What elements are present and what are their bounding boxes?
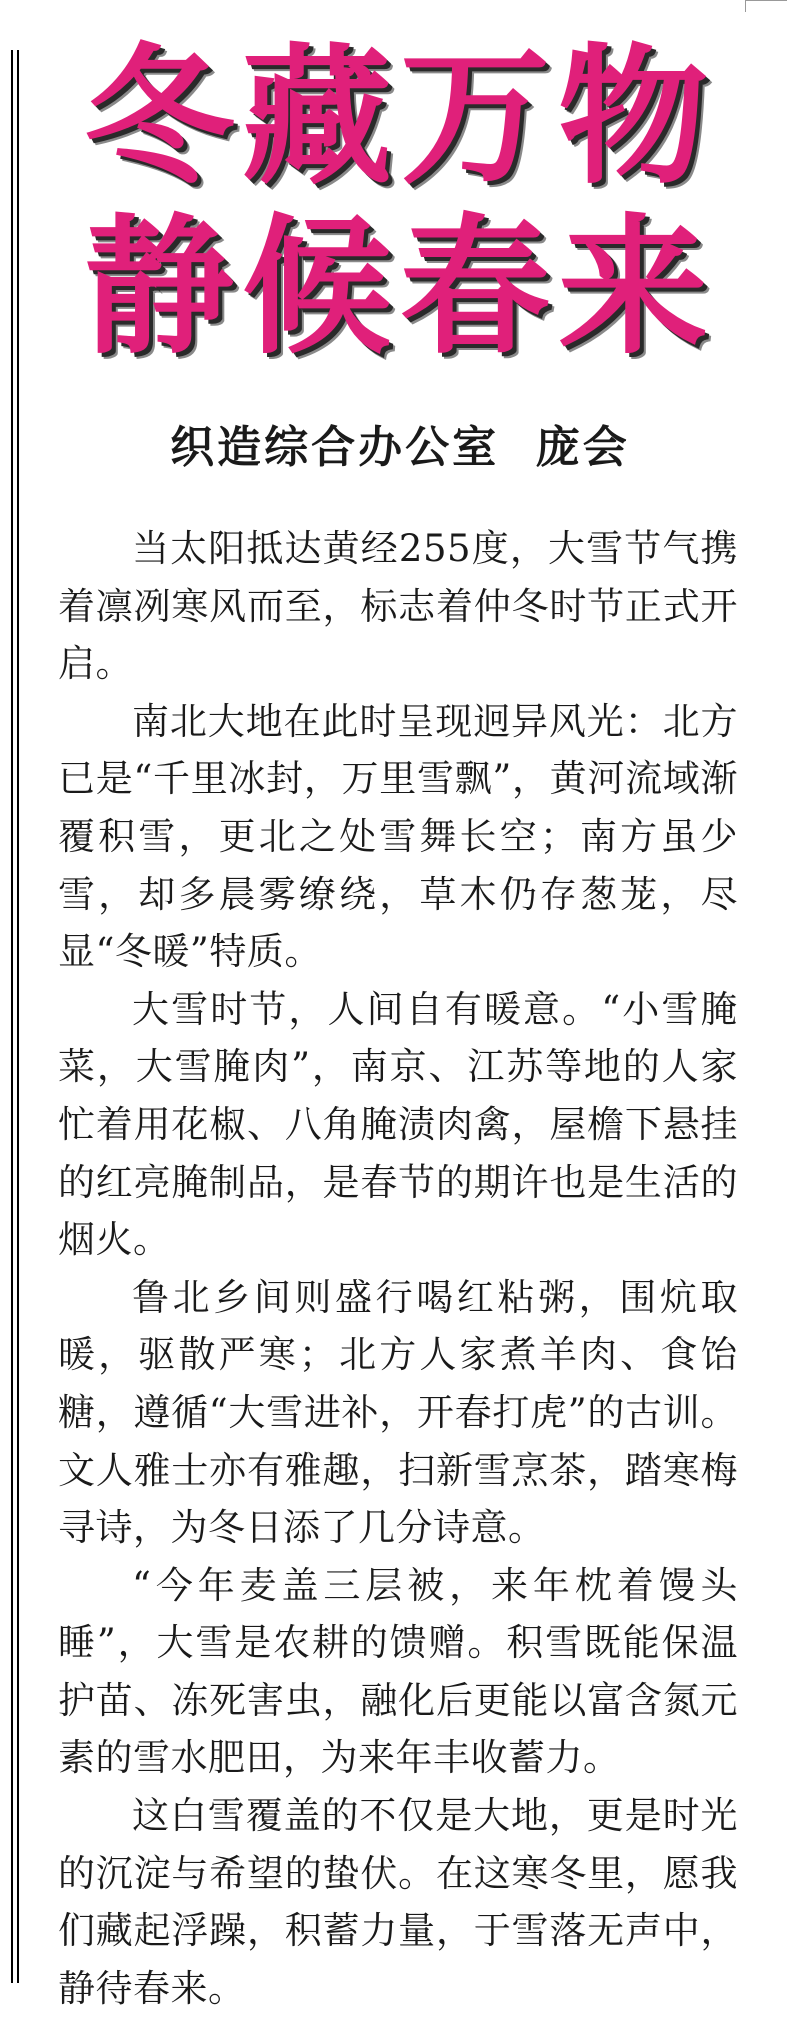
paragraph: “今年麦盖三层被，来年枕着馒头睡”，大雪是农耕的馈赠。积雪既能保温护苗、冻死害虫，融化后更能以富含氮元素的雪水肥田，为来年丰收蓄力。 <box>58 1563 738 1780</box>
byline: 织造综合办公室 庞会 <box>170 422 630 473</box>
paragraph: 鲁北乡间则盛行喝红粘粥，围炕取暖，驱散严寒；北方人家煮羊肉、食饴糖，遵循“大雪进补，开春打虎”的古训。文人雅士亦有雅趣，扫新雪烹茶，踏寒梅寻诗，为冬日添了几分诗意。 <box>58 1275 738 1550</box>
paragraph: 当太阳抵达黄经255度，大雪节气携着凛冽寒风而至，标志着仲冬时节正式开启。 <box>58 527 738 686</box>
headline-line-1: 冬藏万物 <box>83 31 716 205</box>
paragraph: 南北大地在此时呈现迥异风光：北方已是“千里冰封，万里雪飘”，黄河流域渐覆积雪，更北之处雪舞长空；南方虽少雪，却多晨雾缭绕，草木仍存葱茏，尽显“冬暖”特质。 <box>58 699 738 974</box>
left-rule-inner <box>17 50 19 1983</box>
article-body <box>58 520 738 2017</box>
paragraph: 这白雪覆盖的不仅是大地，更是时光的沉淀与希望的蛰伏。在这寒冬里，愿我们藏起浮躁，积蓄力量，于雪落无声中，静待春来。 <box>58 1794 738 2010</box>
paragraph: 大雪时节，人间自有暖意。“小雪腌菜，大雪腌肉”，南京、江苏等地的人家忙着用花椒、八角腌渍肉禽，屋檐下悬挂的红亮腌制品，是春节的期许也是生活的烟火。 <box>58 987 738 1262</box>
left-rule-outer <box>11 50 13 1983</box>
top-corner-rule <box>745 0 746 12</box>
top-edge-rule <box>745 0 787 1</box>
headline-line-2: 静候春来 <box>83 201 716 375</box>
